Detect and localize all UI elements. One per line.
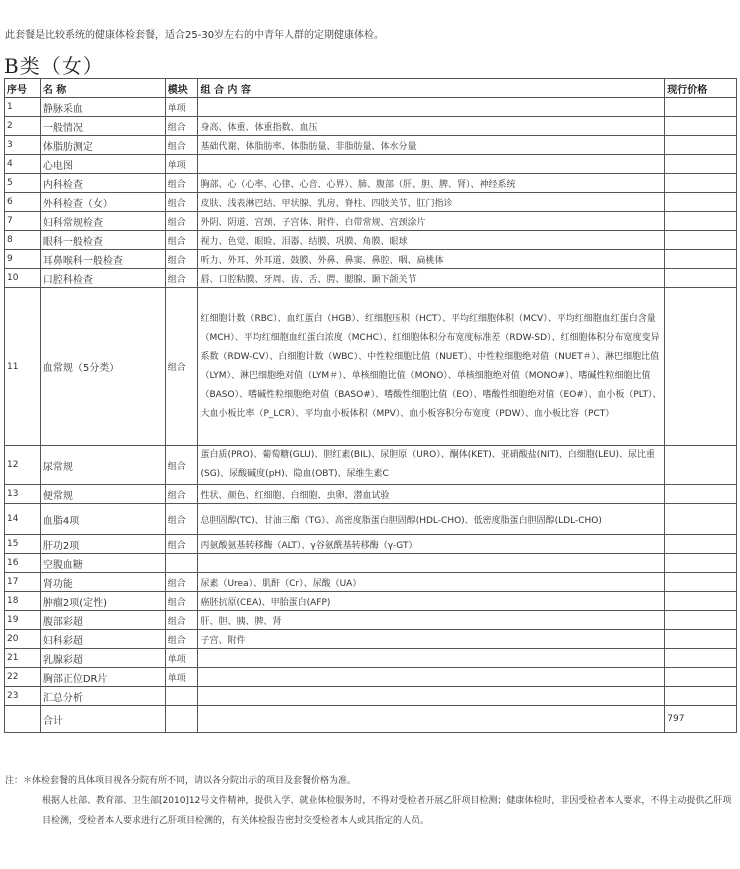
total-content xyxy=(198,706,665,733)
row-price xyxy=(665,155,737,174)
row-no: 12 xyxy=(5,446,41,485)
table-row xyxy=(5,136,737,155)
row-price xyxy=(665,687,737,706)
notes-section xyxy=(5,771,735,831)
row-name: 妇科常规检查 xyxy=(40,212,165,231)
table-row xyxy=(5,174,737,193)
row-no: 6 xyxy=(5,193,41,212)
table-row xyxy=(5,155,737,174)
row-price xyxy=(665,592,737,611)
row-price xyxy=(665,117,737,136)
table-header-row xyxy=(5,79,737,98)
row-module: 组合 xyxy=(165,446,198,485)
row-name: 耳鼻喉科一般检查 xyxy=(40,250,165,269)
row-no: 16 xyxy=(5,554,41,573)
header-name: 名 称 xyxy=(40,79,165,98)
row-content xyxy=(198,98,665,117)
row-content: 子宫、附件 xyxy=(198,630,665,649)
row-content xyxy=(198,649,665,668)
row-module: 组合 xyxy=(165,136,198,155)
row-module: 单项 xyxy=(165,98,198,117)
row-content xyxy=(198,687,665,706)
table-row xyxy=(5,504,737,535)
row-name: 乳腺彩超 xyxy=(40,649,165,668)
table-row xyxy=(5,649,737,668)
row-price xyxy=(665,446,737,485)
total-row xyxy=(5,706,737,733)
row-price xyxy=(665,611,737,630)
table-row xyxy=(5,592,737,611)
row-no: 9 xyxy=(5,250,41,269)
row-module: 组合 xyxy=(165,611,198,630)
row-no: 11 xyxy=(5,288,41,446)
table-row xyxy=(5,269,737,288)
row-module: 组合 xyxy=(165,288,198,446)
row-name: 空腹血糖 xyxy=(40,554,165,573)
row-content: 身高、体重、体重指数、血压 xyxy=(198,117,665,136)
row-content: 红细胞计数（RBC）、血红蛋白（HGB）、红细胞压积（HCT）、平均红细胞体积（MCV）、平均红细胞血红蛋白含量（MCH）、平均红细胞血红蛋白浓度（MCHC）、红细胞体积分布宽度标准差（RDW-SD）、红细胞体积分布宽度变异系数（RDW-CV）、白细胞计数（WBC）、中性粒细胞比值（NUET）、中性粒细胞绝对值（NUET＃）、淋巴细胞比值（LYM）、淋巴细胞绝对值（LYM＃）、单核细胞比值（MONO）、单核细胞绝对值（MONO#）、嗜碱性粒细胞比值（BASO）、嗜碱性粒细胞绝对值（BASO#）、嗜酸性细胞比值（EO）、嗜酸性细胞绝对值（EO#）、血小板（PLT）、大血小板比率（P_LCR）、平均血小板体积（MPV）、血小板容积分布宽度（PDW）、血小板比容（PCT） xyxy=(198,288,665,446)
row-price xyxy=(665,649,737,668)
row-module: 组合 xyxy=(165,212,198,231)
row-content: 尿素（Urea）、肌酐（Cr）、尿酸（UA） xyxy=(198,573,665,592)
table-row xyxy=(5,535,737,554)
row-price xyxy=(665,485,737,504)
row-content: 胸部、心（心率、心律、心音、心界）、肺、腹部（肝、胆、脾、肾）、神经系统 xyxy=(198,174,665,193)
row-module: 组合 xyxy=(165,231,198,250)
row-no: 18 xyxy=(5,592,41,611)
row-name: 体脂肪测定 xyxy=(40,136,165,155)
row-no: 10 xyxy=(5,269,41,288)
table-row xyxy=(5,446,737,485)
row-price xyxy=(665,504,737,535)
row-module: 组合 xyxy=(165,193,198,212)
row-name: 胸部正位DR片 xyxy=(40,668,165,687)
row-price xyxy=(665,288,737,446)
table-row xyxy=(5,231,737,250)
row-price xyxy=(665,193,737,212)
row-module: 组合 xyxy=(165,630,198,649)
package-heading: B类（女） xyxy=(4,54,104,78)
row-no: 19 xyxy=(5,611,41,630)
row-content: 视力、色觉、眼睑、泪器、结膜、巩膜、角膜、眼球 xyxy=(198,231,665,250)
row-content: 性状、颜色、红细胞、白细胞、虫卵、潜血试验 xyxy=(198,485,665,504)
row-name: 汇总分析 xyxy=(40,687,165,706)
total-no xyxy=(5,706,41,733)
row-price xyxy=(665,668,737,687)
header-module: 模块 xyxy=(165,79,198,98)
row-content xyxy=(198,554,665,573)
row-module: 单项 xyxy=(165,649,198,668)
table-row xyxy=(5,288,737,446)
row-price xyxy=(665,136,737,155)
row-name: 肿瘤2项(定性) xyxy=(40,592,165,611)
row-name: 血常规（5分类） xyxy=(40,288,165,446)
row-module: 组合 xyxy=(165,535,198,554)
row-content xyxy=(198,155,665,174)
total-module xyxy=(165,706,198,733)
row-no: 15 xyxy=(5,535,41,554)
row-no: 7 xyxy=(5,212,41,231)
table-row xyxy=(5,630,737,649)
table-row xyxy=(5,554,737,573)
row-content: 外阴、阴道、宫颈、子宫体、附件、白带常规、宫颈涂片 xyxy=(198,212,665,231)
table-row xyxy=(5,668,737,687)
table-row xyxy=(5,250,737,269)
header-price: 现行价格 xyxy=(665,79,737,98)
row-content: 丙氨酸氨基转移酶（ALT）、γ谷氨酰基转移酶（γ-GT） xyxy=(198,535,665,554)
total-label: 合计 xyxy=(40,706,165,733)
row-no: 1 xyxy=(5,98,41,117)
total-price: 797 xyxy=(665,706,737,733)
row-module: 组合 xyxy=(165,269,198,288)
row-name: 静脉采血 xyxy=(40,98,165,117)
row-no: 22 xyxy=(5,668,41,687)
row-content: 基础代谢、体脂肪率、体脂肪量、非脂肪量、体水分量 xyxy=(198,136,665,155)
row-name: 肝功2项 xyxy=(40,535,165,554)
row-module: 组合 xyxy=(165,250,198,269)
row-content: 蛋白质(PRO)、葡萄糖(GLU)、胆红素(BIL)、尿胆原（URO）、酮体(KET)、亚硝酸盐(NIT)、白细胞(LEU)、尿比重(SG)、尿酸碱度(pH)、隐血(OBT)、尿维生素C xyxy=(198,446,665,485)
row-price xyxy=(665,535,737,554)
table-row xyxy=(5,573,737,592)
row-no: 17 xyxy=(5,573,41,592)
row-module: 组合 xyxy=(165,117,198,136)
row-content xyxy=(198,668,665,687)
row-module: 组合 xyxy=(165,485,198,504)
row-name: 妇科彩超 xyxy=(40,630,165,649)
row-name: 眼科一般检查 xyxy=(40,231,165,250)
row-no: 4 xyxy=(5,155,41,174)
row-name: 腹部彩超 xyxy=(40,611,165,630)
row-no: 5 xyxy=(5,174,41,193)
row-price xyxy=(665,212,737,231)
row-no: 3 xyxy=(5,136,41,155)
header-no: 序号 xyxy=(5,79,41,98)
row-content: 肝、胆、胰、脾、肾 xyxy=(198,611,665,630)
row-price xyxy=(665,98,737,117)
row-no: 20 xyxy=(5,630,41,649)
row-no: 23 xyxy=(5,687,41,706)
row-price xyxy=(665,269,737,288)
row-price xyxy=(665,630,737,649)
row-price xyxy=(665,231,737,250)
row-name: 口腔科检查 xyxy=(40,269,165,288)
row-module: 单项 xyxy=(165,155,198,174)
row-no: 8 xyxy=(5,231,41,250)
table-row xyxy=(5,611,737,630)
row-name: 血脂4项 xyxy=(40,504,165,535)
row-module: 组合 xyxy=(165,504,198,535)
intro-text: 此套餐是比较系统的健康体检套餐，适合25-30岁左右的中青年人群的定期健康体检。 xyxy=(5,30,385,41)
row-no: 14 xyxy=(5,504,41,535)
table-row xyxy=(5,98,737,117)
table-row xyxy=(5,117,737,136)
row-no: 13 xyxy=(5,485,41,504)
table-row xyxy=(5,485,737,504)
package-table xyxy=(4,78,737,733)
table-row xyxy=(5,193,737,212)
row-content: 总胆固醇(TC)、甘油三酯（TG）、高密度脂蛋白胆固醇(HDL-CHO)、低密度脂蛋白胆固醇(LDL-CHO) xyxy=(198,504,665,535)
row-name: 外科检查（女） xyxy=(40,193,165,212)
row-price xyxy=(665,250,737,269)
note-line-1: 注：＊体检套餐的具体项目视各分院有所不同，请以各分院出示的项目及套餐价格为准。 xyxy=(5,776,357,786)
row-module: 组合 xyxy=(165,592,198,611)
row-price xyxy=(665,554,737,573)
row-name: 尿常规 xyxy=(40,446,165,485)
row-price xyxy=(665,174,737,193)
row-name: 心电图 xyxy=(40,155,165,174)
row-no: 2 xyxy=(5,117,41,136)
table-row xyxy=(5,212,737,231)
row-module xyxy=(165,687,198,706)
row-content: 癌胚抗原(CEA)、甲胎蛋白(AFP) xyxy=(198,592,665,611)
row-price xyxy=(665,573,737,592)
note-line-2: 根据人社部、教育部、卫生部[2010]12号文件精神，提供入学、就业体检服务时，不得对受检者开展乙肝项目检测；健康体检时，非因受检者本人要求，不得主动提供乙肝项目检测，受检者本人要求进行乙肝项目检测的，有关体检报告密封交受检者本人或其指定的人员。 xyxy=(42,796,732,826)
row-name: 便常规 xyxy=(40,485,165,504)
row-module: 单项 xyxy=(165,668,198,687)
row-name: 肾功能 xyxy=(40,573,165,592)
row-content: 听力、外耳、外耳道、鼓膜、外鼻、鼻窦、鼻腔、咽、扁桃体 xyxy=(198,250,665,269)
row-module: 组合 xyxy=(165,174,198,193)
row-content: 皮肤、浅表淋巴结、甲状腺、乳房、脊柱、四肢关节、肛门指诊 xyxy=(198,193,665,212)
table-row xyxy=(5,687,737,706)
row-name: 内科检查 xyxy=(40,174,165,193)
row-name: 一般情况 xyxy=(40,117,165,136)
row-no: 21 xyxy=(5,649,41,668)
row-content: 唇、口腔粘膜、牙周、齿、舌、腭、腮腺、颞下颌关节 xyxy=(198,269,665,288)
row-module: 组合 xyxy=(165,573,198,592)
row-module xyxy=(165,554,198,573)
header-content: 组 合 内 容 xyxy=(198,79,665,98)
